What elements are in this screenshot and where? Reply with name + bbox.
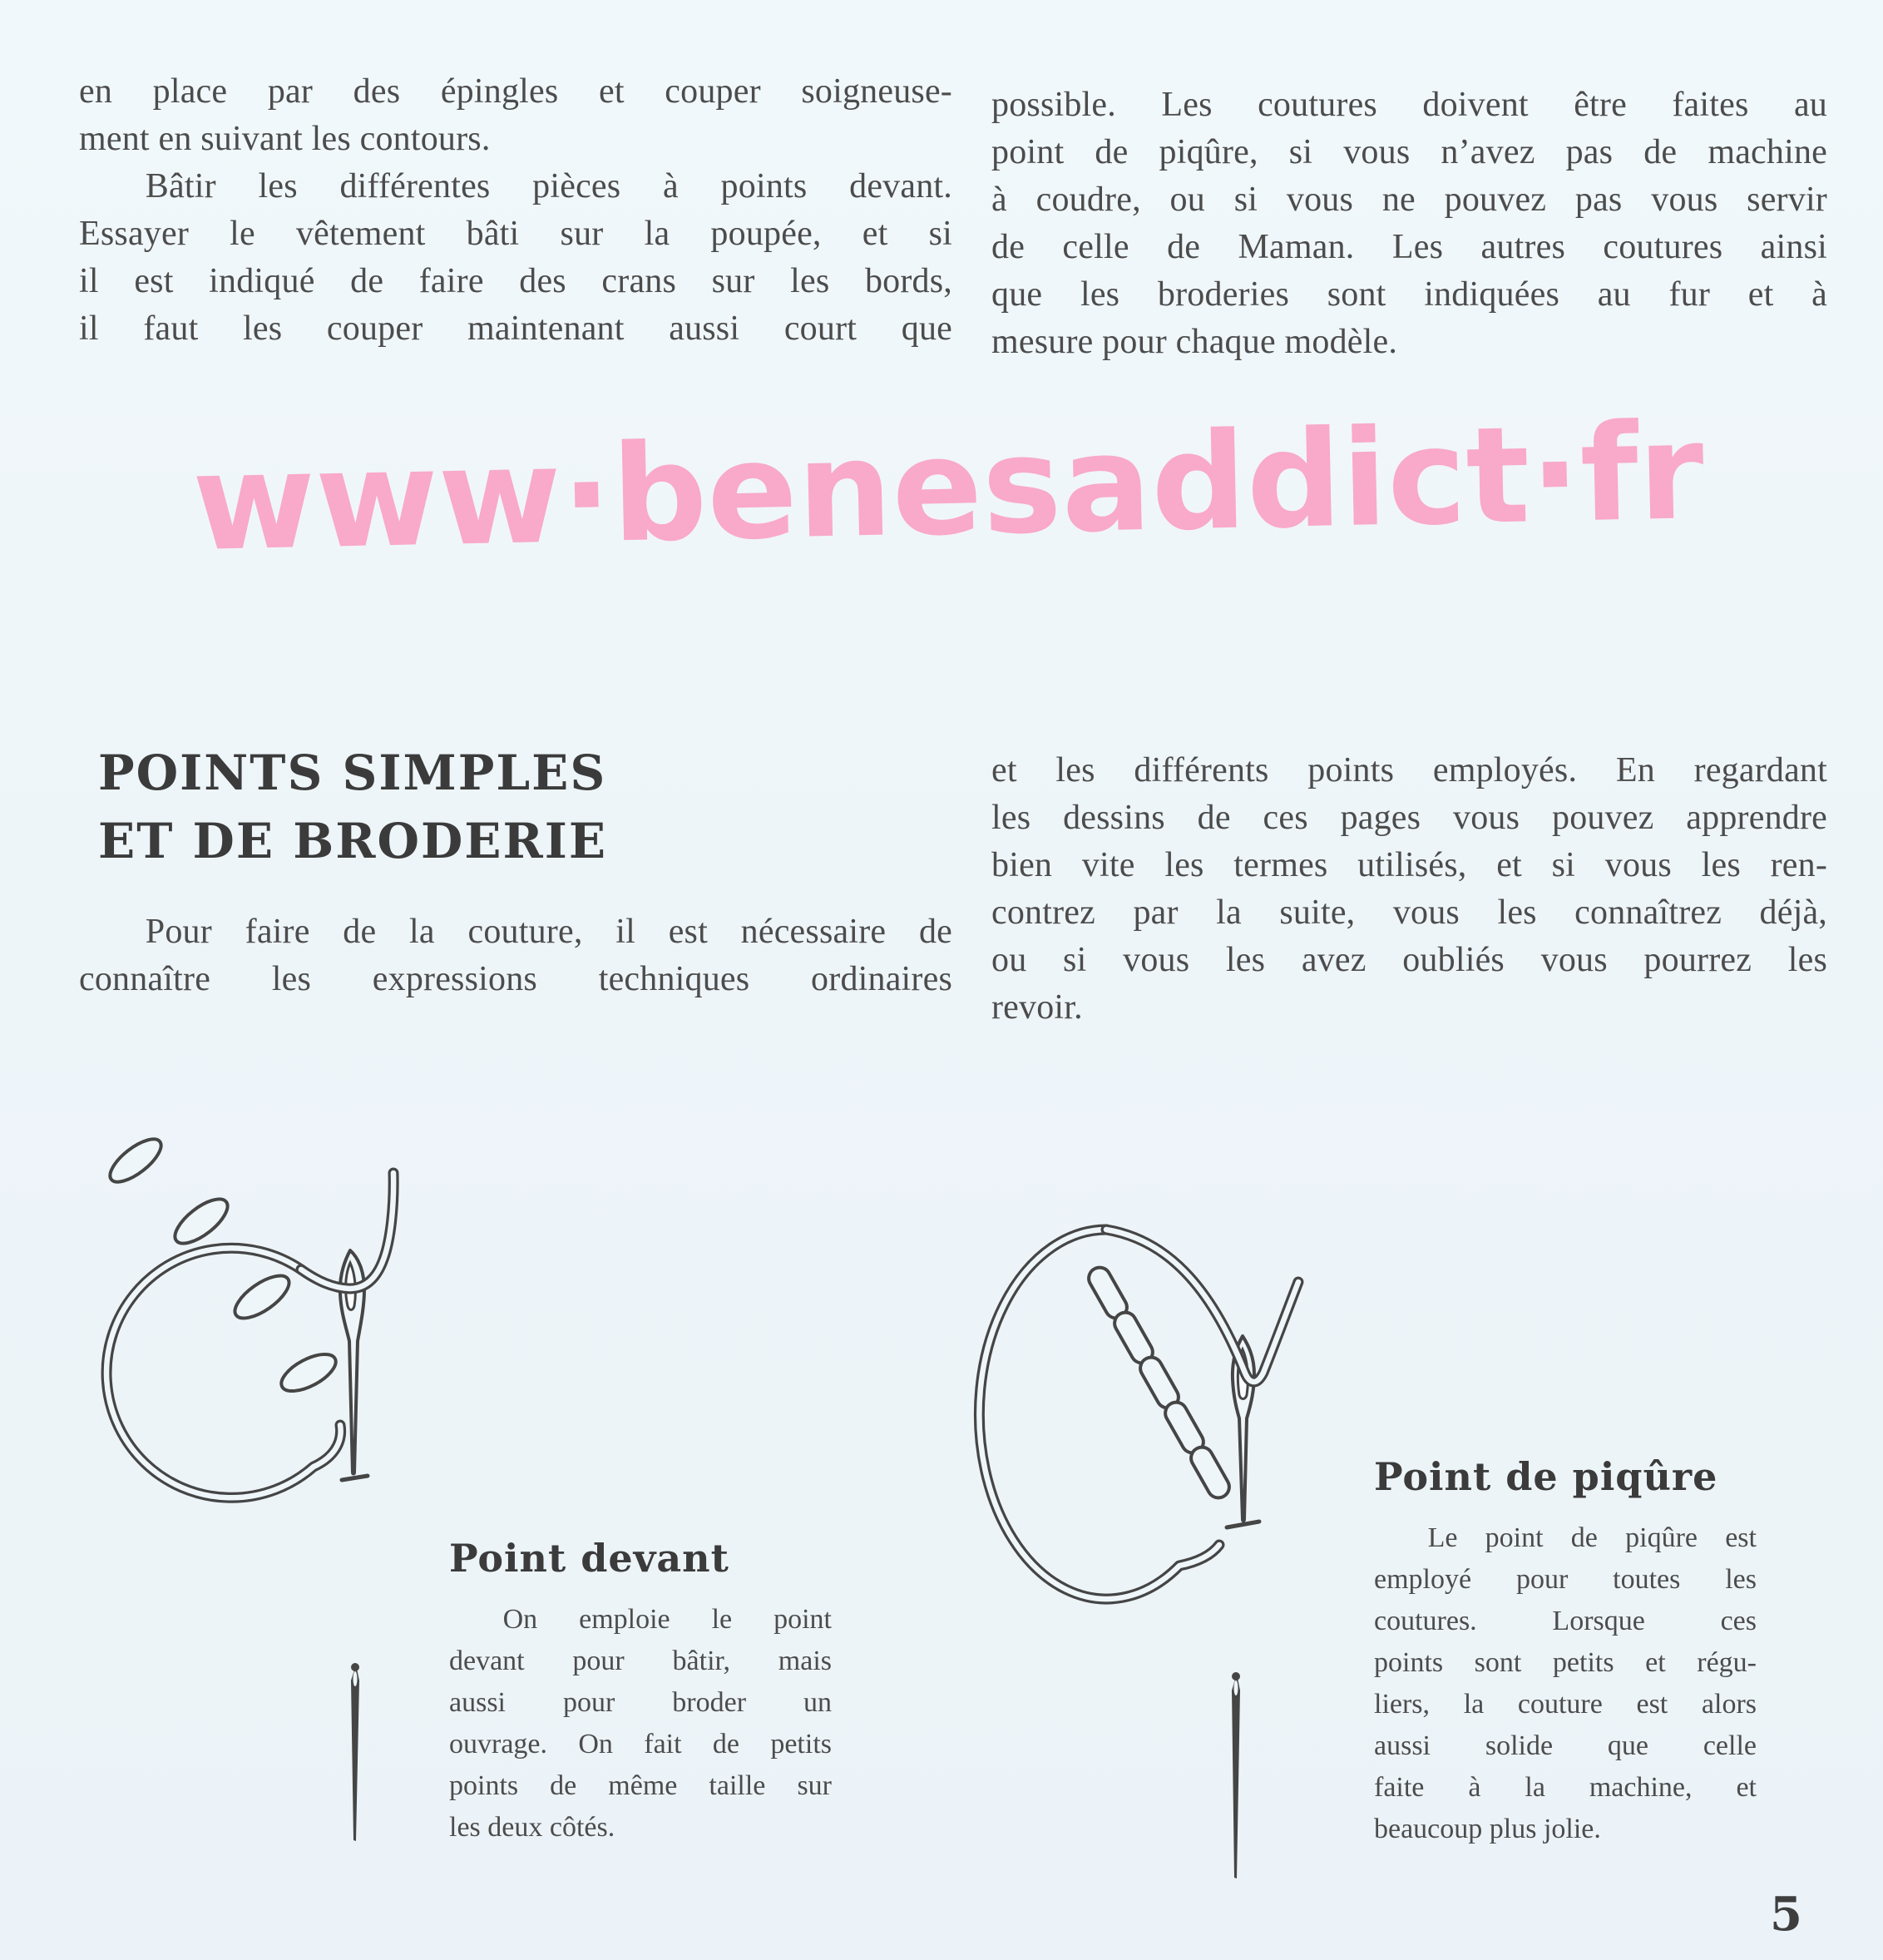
text-line: de celle de Maman. Les autres coutures ainsi	[991, 228, 1827, 266]
point-de-piqure-text	[1374, 1517, 1757, 1850]
spare-needle	[1232, 1672, 1240, 1878]
section-left-paragraph	[79, 908, 952, 1003]
page-number: 5	[1770, 1887, 1802, 1942]
text-line: Essayer le vêtement bâti sur la poupée, et si	[79, 215, 952, 253]
text-line: faite à la machine, et	[1374, 1772, 1757, 1803]
fabric-tick	[342, 1476, 368, 1480]
text-line: aussi solide que celle	[1374, 1730, 1757, 1761]
text-line: connaître les expressions techniques ordinaires	[79, 960, 952, 998]
text-line: coutures. Lorsque ces	[1374, 1606, 1757, 1636]
stitch-dash-marks	[104, 1131, 342, 1398]
text-line: Pour faire de la couture, il est nécessaire de	[145, 913, 952, 951]
point-devant-title: Point devant	[449, 1536, 729, 1581]
text-line: à coudre, ou si vous ne pouvez pas vous servir	[991, 181, 1827, 219]
text-line: Le point de piqûre est	[1427, 1522, 1757, 1553]
text-line: beaucoup plus jolie.	[1374, 1814, 1601, 1844]
text-line: aussi pour broder un	[449, 1687, 832, 1718]
watermark-url: www·benesaddict·fr	[190, 393, 1706, 582]
text-line: revoir.	[991, 988, 1083, 1027]
section-heading-line-1: POINTS SIMPLES	[98, 745, 607, 801]
text-line: Bâtir les différentes pièces à points devant.	[145, 167, 952, 205]
text-line: contrez par la suite, vous les connaîtrez déjà,	[991, 893, 1827, 932]
intro-left-paragraph-1	[79, 68, 952, 163]
point-devant-text	[449, 1599, 832, 1849]
intro-right-column	[991, 82, 1827, 366]
text-line: ouvrage. On fait de petits	[449, 1729, 832, 1760]
text-line: bien vite les termes utilisés, et si vous les ren-	[991, 846, 1827, 884]
text-line: liers, la couture est alors	[1374, 1689, 1757, 1720]
point-de-piqure-title: Point de piqûre	[1374, 1454, 1718, 1499]
text-line: les deux côtés.	[449, 1812, 615, 1843]
thread-loop	[979, 1230, 1298, 1599]
section-heading	[98, 739, 607, 875]
spare-needle	[351, 1663, 359, 1841]
text-line: employé pour toutes les	[1374, 1564, 1757, 1595]
text-line: possible. Les coutures doivent être faites au	[991, 86, 1827, 124]
point-devant-illustration	[58, 1098, 491, 1872]
text-line: ment en suivant les contours.	[79, 120, 491, 158]
text-line: points sont petits et régu-	[1374, 1647, 1757, 1678]
section-left-column	[79, 908, 952, 1003]
text-line: que les broderies sont indiquées au fur et à	[991, 275, 1827, 314]
section-right-paragraph	[991, 747, 1827, 1032]
intro-right-paragraph	[991, 82, 1827, 366]
text-line: devant pour bâtir, mais	[449, 1646, 832, 1676]
text-line: ou si vous les avez oubliés vous pourrez les	[991, 941, 1827, 979]
intro-left-column	[79, 68, 952, 353]
intro-left-paragraph-2	[79, 163, 952, 353]
text-line: point de piqûre, si vous n’avez pas de machine	[991, 133, 1827, 171]
text-line: en place par des épingles et couper soigneuse-	[79, 72, 952, 111]
text-line: points de même taille sur	[449, 1770, 832, 1801]
fabric-tick	[1227, 1522, 1259, 1527]
text-line: mesure pour chaque modèle.	[991, 323, 1398, 361]
text-line: il faut les couper maintenant aussi court que	[79, 309, 952, 348]
section-right-column	[991, 747, 1827, 1032]
section-heading-line-2: ET DE BRODERIE	[98, 813, 608, 869]
point-de-piqure-illustration	[940, 1190, 1406, 1938]
text-line: les dessins de ces pages vous pouvez apprendre	[991, 799, 1827, 837]
text-line: il est indiqué de faire des crans sur les bords,	[79, 262, 952, 300]
text-line: On emploie le point	[502, 1604, 832, 1635]
text-line: et les différents points employés. En regardant	[991, 751, 1827, 789]
